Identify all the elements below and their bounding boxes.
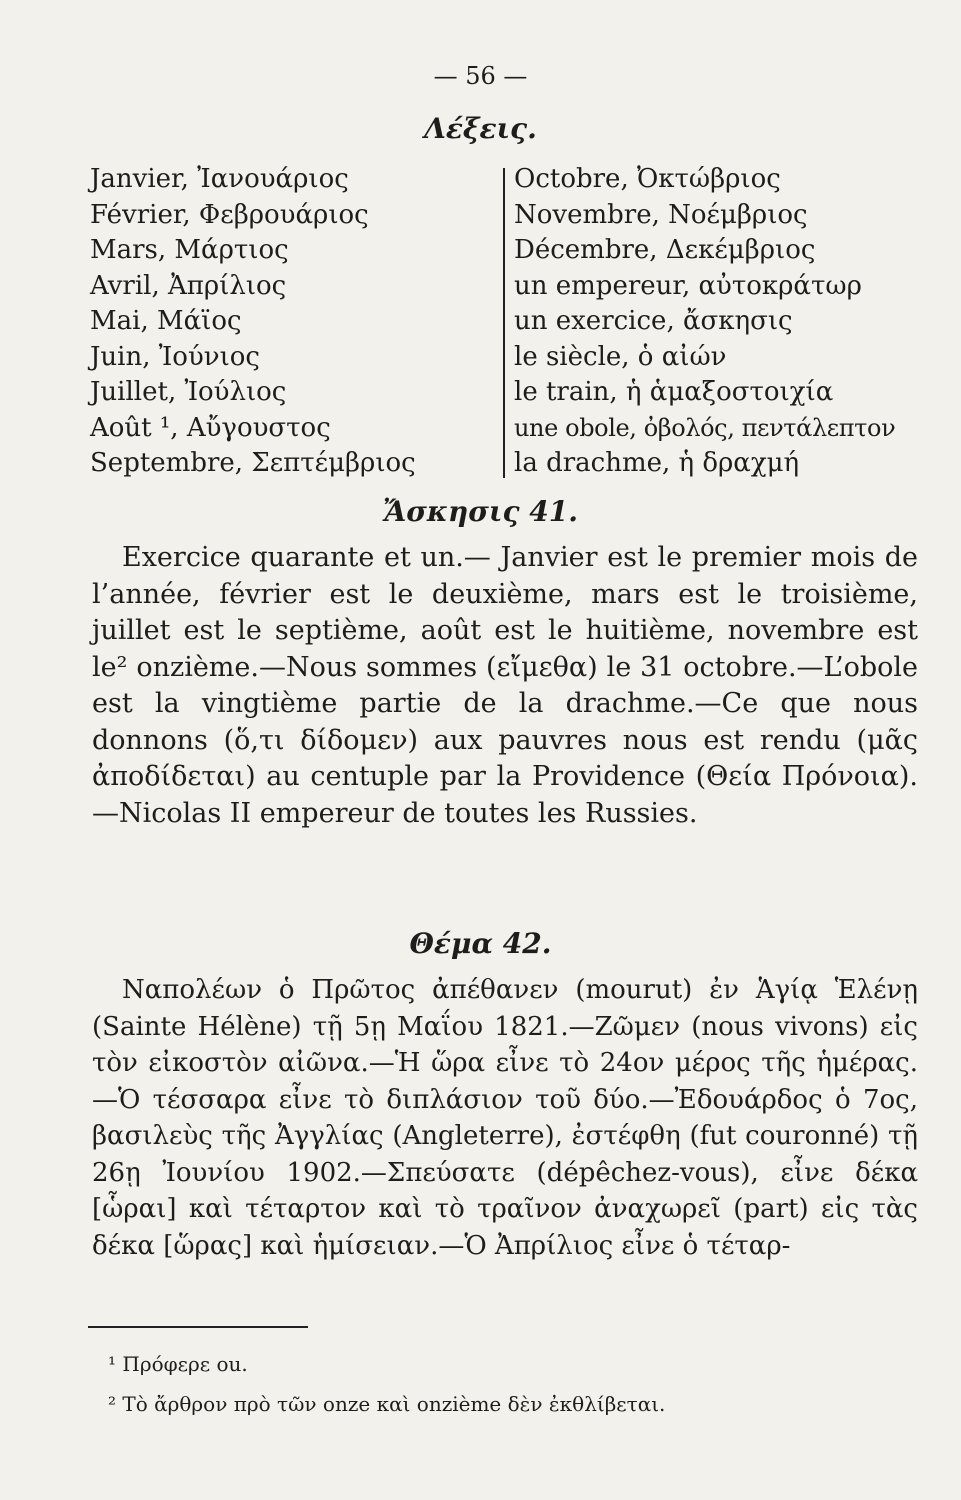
footnote-2: ² Τὸ ἄρθρον πρὸ τῶν onze καὶ onzième δὲν ἐκθλίβεται. <box>108 1392 666 1416</box>
exercise-41-text <box>92 540 918 832</box>
vocab-entry: la drachme, ἡ δραχμή <box>514 448 800 478</box>
vocab-entry: Octobre, Ὀκτώβριος <box>514 164 781 194</box>
exercise-heading: Ἄσκησις 41. <box>383 495 578 528</box>
vocab-entry: le train, ἡ ἁμαξοστοιχία <box>514 377 834 407</box>
vocab-entry: une obole, ὀβολός, πεντάλεπτον <box>514 413 896 442</box>
column-divider <box>503 168 505 478</box>
page-number: — 56 — <box>433 62 528 90</box>
theme-42-text <box>92 972 918 1264</box>
vocab-entry: Mai, Μάϊος <box>90 306 242 336</box>
footnote-1: ¹ Πρόφερε ou. <box>108 1352 248 1376</box>
vocab-entry: un empereur, αὐτοκράτωρ <box>514 270 862 301</box>
vocab-entry: un exercice, ἄσκησις <box>514 306 793 336</box>
vocab-entry: Janvier, Ἰανουάριος <box>90 164 349 194</box>
theme-paragraph: Ναπολέων ὁ Πρῶτος ἀπέθανεν (mourut) ἐν Ἁγίᾳ Ἑλένῃ (Sainte Hélène) τῇ 5ῃ Μαΐου 1821.—Ζῶμεν (nous vivons) εἰς τὸν εἰκοστὸν αἰῶνα.—Ἡ ὥρα εἶνε τὸ 24ον μέρος τῆς ἡμέρας.—Ὁ τέσσαρα εἶνε τὸ διπλάσιον τοῦ δύο.—Ἐδουάρδος ὁ 7ος, βασιλεὺς τῆς Ἀγγλίας (Angleterre), ἐστέφθη (fut couronné) τῇ 26ῃ Ἰουνίου 1902.—Σπεύσατε (dépêchez-vous), εἶνε δέκα [ὧραι] καὶ τέταρτον καὶ τὸ τραῖνον ἀναχωρεῖ (part) εἰς τὰς δέκα [ὥρας] καὶ ἡμίσειαν.—Ὁ Ἀπρίλιος εἶνε ὁ τέταρ- <box>92 975 918 1261</box>
vocab-entry: le siècle, ὁ αἰών <box>514 341 727 372</box>
exercise-paragraph: Exercice quarante et un.— Janvier est le premier mois de l’année, février est le deuxième, mars est le troisième, juillet est le septième, août est le huitième, novembre est le² onzième.—Nous sommes (εἴμεθα) le 31 octobre.—L’obole est la vingtième partie de la drachme.—Ce que nous donnons (ὅ,τι δίδομεν) aux pauvres nous est rendu (μᾶς ἀποδίδεται) au centuple par la Providence (Θεία Πρόνοια).—Nicolas II empereur de toutes les Russies. <box>92 542 918 829</box>
vocab-entry: Mars, Μάρτιος <box>90 235 289 265</box>
vocab-entry: Avril, Ἀπρίλιος <box>90 270 287 301</box>
vocab-left-column <box>90 162 416 482</box>
vocab-entry: Septembre, Σεπτέμβριος <box>90 448 416 478</box>
vocab-entry: Juin, Ἰούνιος <box>90 341 260 372</box>
vocab-entry: Décembre, Δεκέμβριος <box>514 235 816 265</box>
vocab-entry: Novembre, Νοέμβριος <box>514 199 808 230</box>
vocab-entry: Février, Φεβρουάριος <box>90 199 369 230</box>
footnote-rule <box>88 1326 308 1328</box>
vocab-heading: Λέξεις. <box>424 112 537 145</box>
vocab-right-column <box>514 162 895 482</box>
vocab-entry: Juillet, Ἰούλιος <box>90 377 287 407</box>
theme-heading: Θέμα 42. <box>409 927 552 960</box>
vocab-entry: Août ¹, Αὔγουστος <box>90 412 331 443</box>
